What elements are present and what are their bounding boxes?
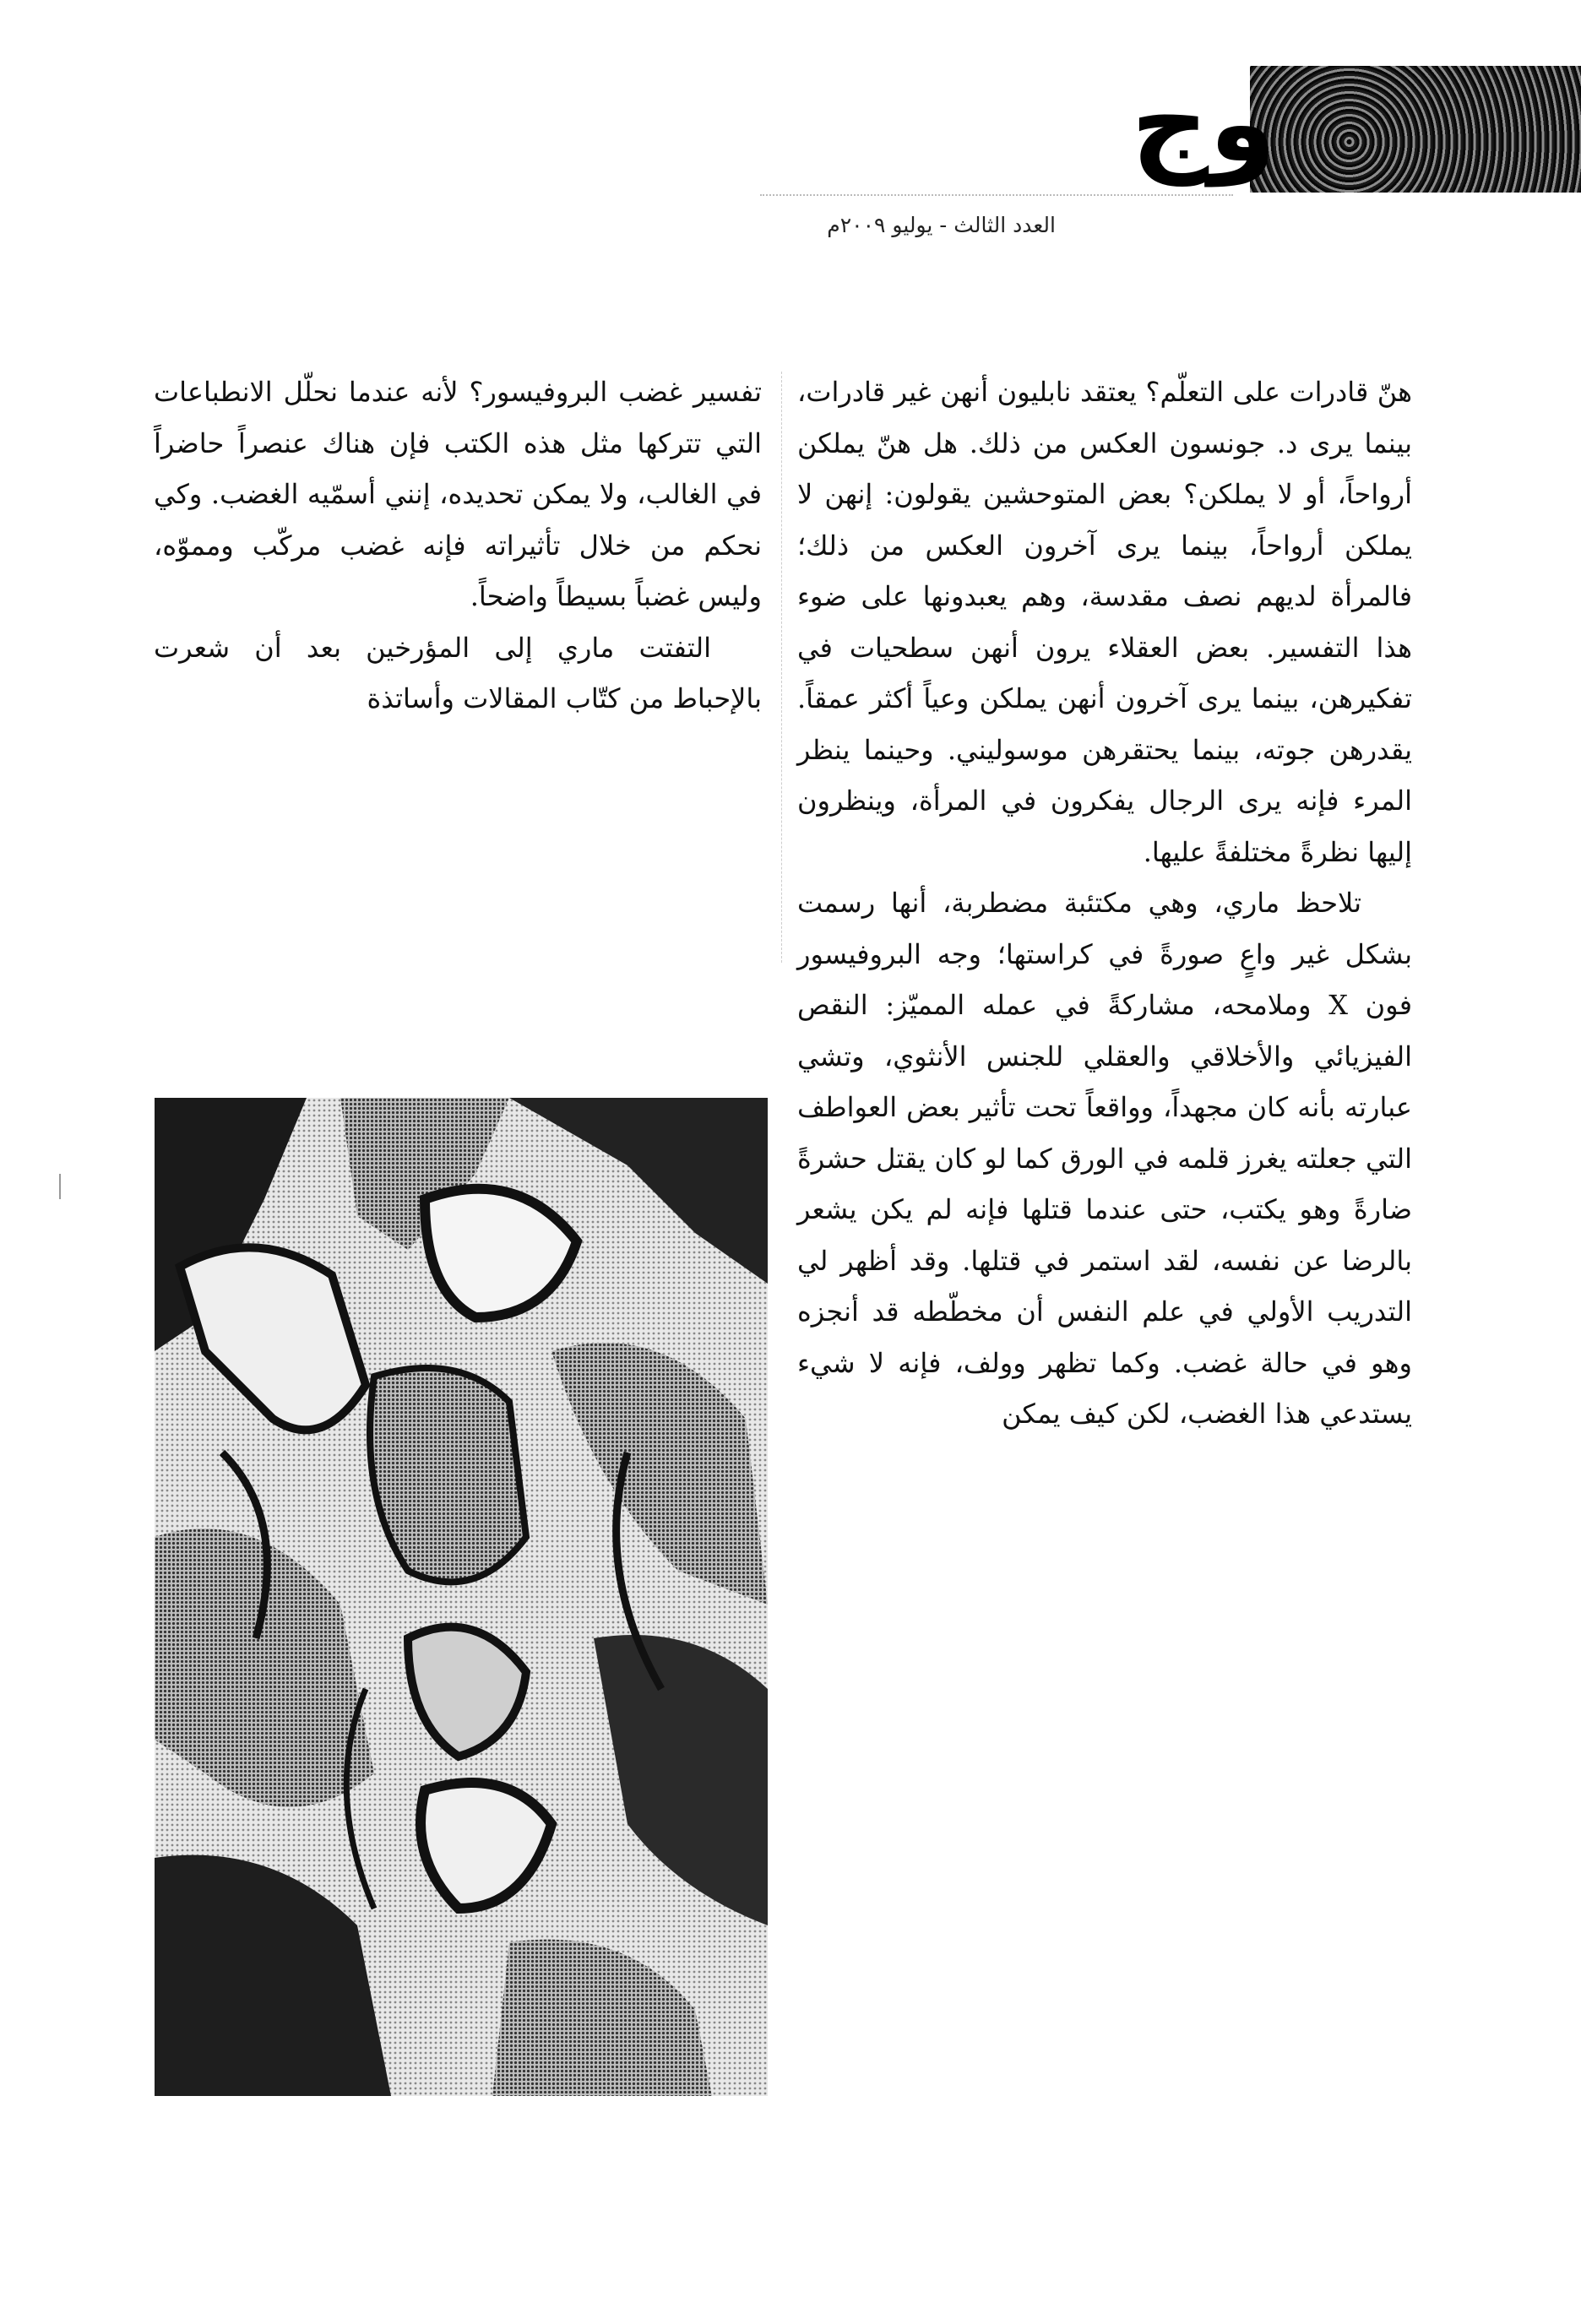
masthead (1081, 61, 1581, 193)
paragraph: هنّ قادرات على التعلّم؟ يعتقد نابليون أنهن غير قادرات، بينما يرى د. جونسون العكس من ذلك. هل هنّ يملكن أرواحاً، أو لا يملكن؟ بعض المتوحشين يقولون: إنهن لا يملكن أرواحاً، بينما يرى آخرون العكس من ذلك؛ فالمرأة لديهم نصف مقدسة، وهم يعبدونها على ضوء هذا التفسير. بعض العقلاء يرون أنهن سطحيات في تفكيرهن، بينما يرى آخرون أنهن يملكن وعياً أكثر عمقاً. يقدرهن جوته، بينما يحتقرهن موسوليني. وحينما ينظر المرء فإنه يرى الرجال يفكرون في المرأة، وينظرون إليها نظرةً مختلفةً عليها. (797, 376, 1413, 868)
issue-line: العدد الثالث - يوليو ٢٠٠٩م (827, 213, 1056, 237)
masthead-texture (1250, 66, 1581, 193)
magazine-logo: وج (1131, 61, 1276, 187)
paragraph: تفسير غضب البروفيسور؟ لأنه عندما نحلّل الانطباعات التي تتركها مثل هذه الكتب فإن هناك عنصراً حاضراً في الغالب، ولا يمكن تحديده، إنني أسمّيه الغضب. وكي نحكم من خلال تأثيراته فإنه غضب مركّب ومموّه، وليس غضباً بسيطاً واضحاً. (154, 376, 762, 612)
margin-mark (59, 1174, 61, 1199)
header-rule (760, 194, 1233, 196)
article-column-left (154, 367, 762, 725)
paragraph: التفتت ماري إلى المؤرخين بعد أن شعرت بالإحباط من كتّاب المقالات وأساتذة (154, 631, 762, 714)
expressionist-face-illustration (155, 1098, 768, 2096)
column-divider (781, 372, 782, 963)
paragraph: تلاحظ ماري، وهي مكتئبة مضطربة، أنها رسمت بشكل غير واعٍ صورةً في كراستها؛ وجه البروفيسور فون X وملامحه، مشاركةً في عمله المميّز: النقص الفيزيائي والأخلاقي والعقلي للجنس الأنثوي، وتشي عبارته بأنه كان مجهداً، وواقعاً تحت تأثير بعض العواطف التي جعلته يغرز قلمه في الورق كما لو كان يقتل حشرةً ضارةً وهو يكتب، حتى عندما قتلها فإنه لم يكن يشعر بالرضا عن نفسه، لقد استمر في قتلها. وقد أظهر لي التدريب الأولي في علم النفس أن مخطّطه قد أنجزه وهو في حالة غضب. وكما تظهر وولف، فإنه لا شيء يستدعي هذا الغضب، لكن كيف يمكن (797, 887, 1413, 1430)
article-column-right (797, 367, 1412, 1440)
